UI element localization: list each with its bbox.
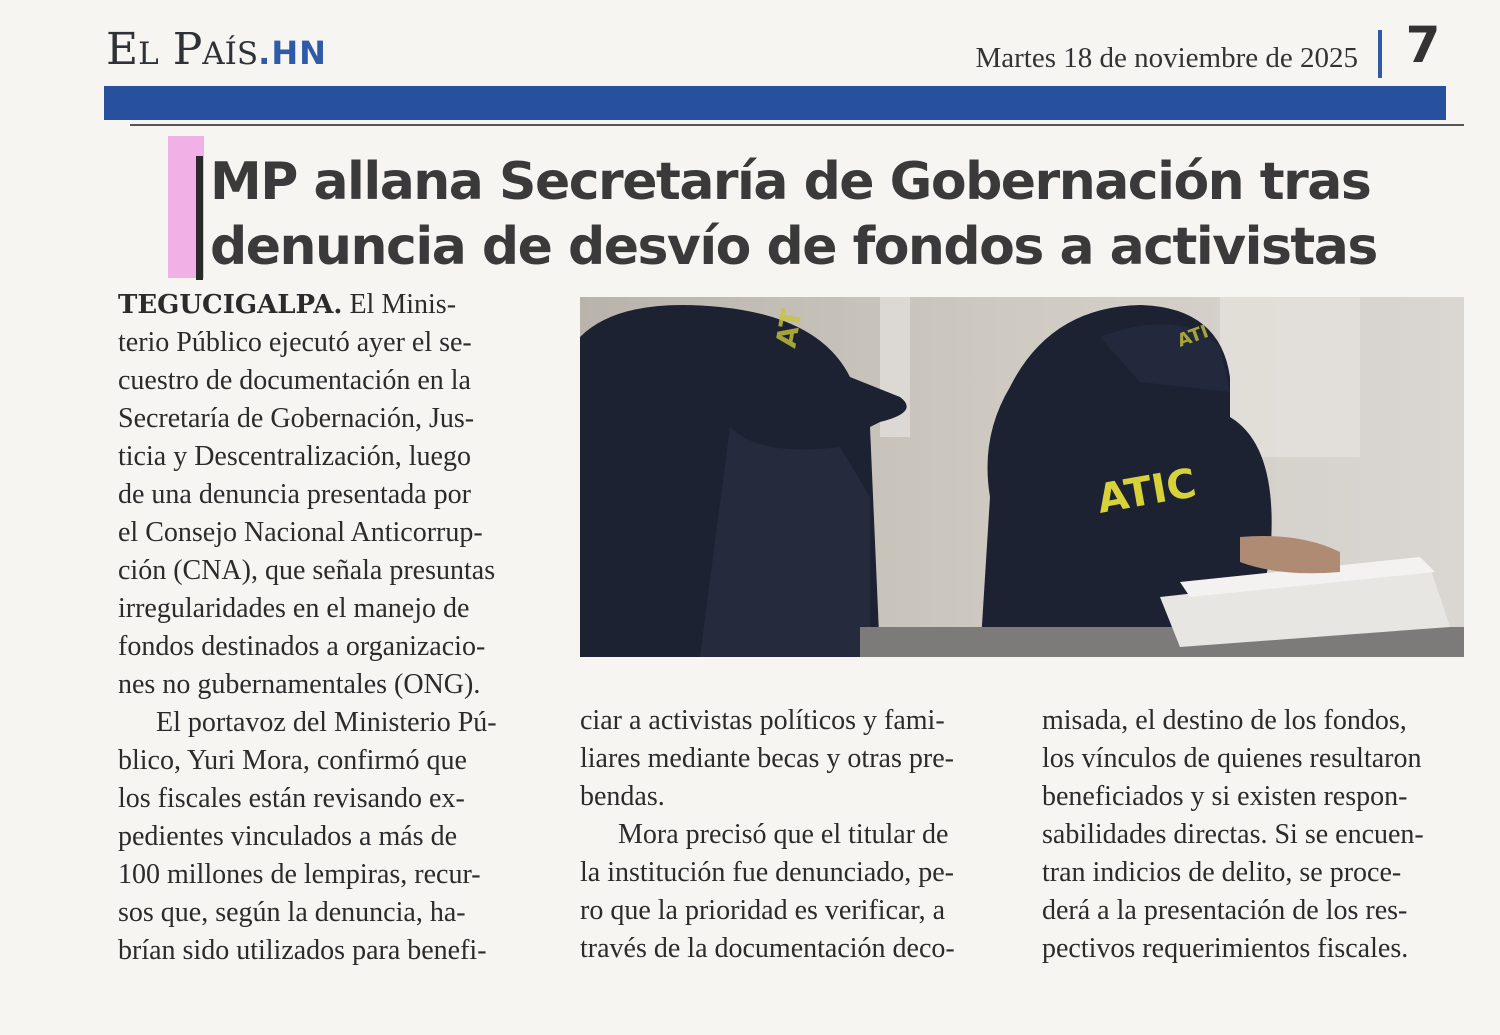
body-line: 100 millones de lempiras, recur-: [118, 859, 481, 890]
body-line: brían sido utilizados para benefi-: [118, 935, 487, 966]
body-line: tran indicios de delito, se proce-: [1042, 857, 1402, 888]
body-line: Secretaría de Gobernación, Jus-: [118, 403, 475, 434]
page-number: 7: [1405, 16, 1441, 74]
article-photo: [580, 297, 1464, 657]
vest-label-right: ATIC: [1093, 460, 1200, 523]
header-divider: [1378, 30, 1382, 78]
cap-label-right: ATI: [1174, 321, 1212, 352]
body-line: El Minis-: [349, 289, 457, 320]
headline-line: denuncia de desvío de fondos a activistas: [210, 217, 1377, 277]
body-line: cuestro de documentación en la: [118, 365, 471, 396]
body-line: ticia y Descentralización, luego: [118, 441, 471, 472]
body-line: fondos destinados a organizacio-: [118, 631, 486, 662]
article-headline: [210, 150, 1470, 280]
body-line: ro que la prioridad es verificar, a: [580, 895, 946, 926]
body-line: de una denuncia presentada por: [118, 479, 471, 510]
headline-line: MP allana Secretaría de Gobernación tras: [210, 152, 1371, 212]
body-line: sos que, según la denuncia, ha-: [118, 897, 466, 928]
body-line: través de la documentación deco-: [580, 933, 955, 964]
headline-bar: [196, 156, 203, 280]
logo-main-text: El País: [106, 24, 259, 75]
body-line: pectivos requerimientos fiscales.: [1042, 933, 1409, 964]
header-color-band: [104, 86, 1446, 120]
body-line: irregularidades en el manejo de: [118, 593, 470, 624]
body-line: beneficiados y si existen respon-: [1042, 781, 1408, 812]
newspaper-logo: [106, 24, 327, 75]
article-column-3: [1042, 702, 1472, 968]
body-line: el Consejo Nacional Anticorrup-: [118, 517, 483, 548]
body-line: El portavoz del Ministerio Pú-: [156, 707, 497, 738]
body-line: terio Público ejecutó ayer el se-: [118, 327, 472, 358]
logo-suffix-text: .HN: [258, 34, 327, 72]
dateline: TEGUCIGALPA.: [118, 290, 343, 320]
body-line: nes no gubernamentales (ONG).: [118, 669, 481, 700]
body-line: bendas.: [580, 781, 665, 812]
body-line: liares mediante becas y otras pre-: [580, 743, 954, 774]
body-line: pedientes vinculados a más de: [118, 821, 458, 852]
body-line: misada, el destino de los fondos,: [1042, 705, 1407, 736]
header-rule: [130, 124, 1464, 126]
article-column-1: [118, 286, 548, 970]
cap-label-left: AT: [769, 306, 809, 351]
article-column-2: [580, 702, 1010, 968]
body-line: los fiscales están revisando ex-: [118, 783, 465, 814]
body-line: blico, Yuri Mora, confirmó que: [118, 745, 467, 776]
body-line: Mora precisó que el titular de: [618, 819, 949, 850]
body-line: los vínculos de quienes resultaron: [1042, 743, 1422, 774]
issue-date: Martes 18 de noviembre de 2025: [975, 42, 1358, 74]
body-line: ciar a activistas políticos y fami-: [580, 705, 945, 736]
body-line: ción (CNA), que señala presuntas: [118, 555, 496, 586]
body-line: sabilidades directas. Si se encuen-: [1042, 819, 1424, 850]
body-line: la institución fue denunciado, pe-: [580, 857, 954, 888]
body-line: derá a la presentación de los res-: [1042, 895, 1408, 926]
